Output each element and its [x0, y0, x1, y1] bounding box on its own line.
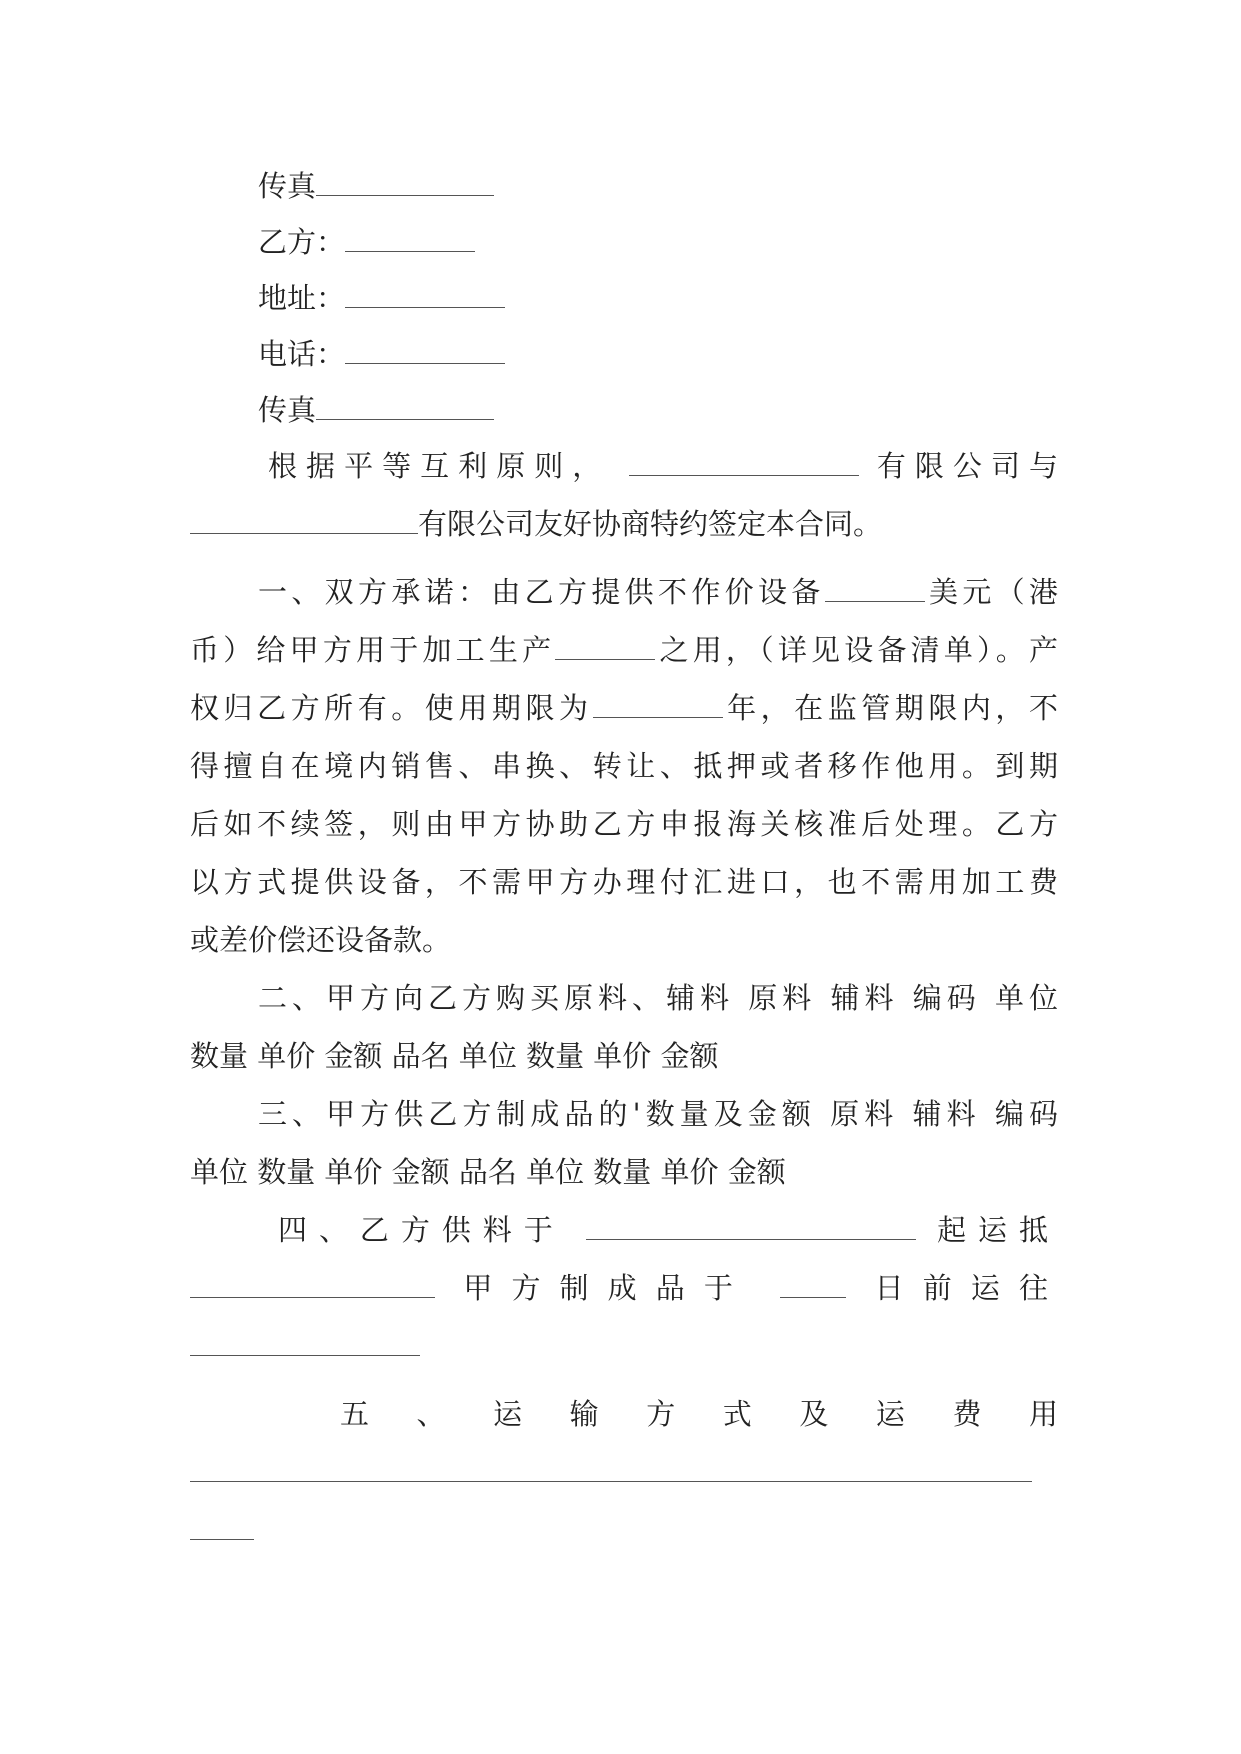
clause1-text-2a: 币）给甲方用于加工生产 [190, 633, 556, 667]
party-b-name-line [258, 222, 858, 262]
party-b-fax-line [258, 390, 858, 430]
clause2-line-2: 数量 单价 金额 品名 单位 数量 单价 金额 [190, 1039, 719, 1073]
clause1-line-5: 后如不续签，则由甲方协助乙方申报海关核准后处理。乙方 [190, 807, 1058, 841]
party-b-phone-label: 电话： [258, 337, 346, 371]
party-b-phone-blank [345, 337, 505, 364]
clause5-line-2 [190, 1452, 1058, 1492]
party-b-address-line [258, 278, 858, 318]
clause1-text-1b: 美元（港 [924, 575, 1058, 609]
preamble-text-c: 有限公司友好协商特约签定本合同。 [418, 507, 883, 541]
clause1-text-3a: 权归乙方所有。使用期限为 [190, 691, 593, 725]
clause1-line-6: 以方式提供设备，不需甲方办理付汇进口，也不需用加工费 [190, 865, 1058, 899]
party-a-fax-blank [316, 169, 494, 196]
clause5-line-1: 五 、 运 输 方 式 及 运 费 用 [340, 1397, 1058, 1431]
clause4-text-1b: 起运抵 [937, 1213, 1058, 1247]
clause4-line-2 [190, 1268, 1058, 1308]
preamble-text-b: 有限公司与 [876, 449, 1059, 483]
clause3-line-1: 三、甲方供乙方制成品的'数量及金额 原料 辅料 编码 [258, 1097, 1058, 1131]
clause4-line-3 [190, 1326, 1058, 1366]
clause1-line-3 [190, 688, 1058, 728]
party-b-address-blank [345, 281, 505, 308]
clause4-blank-3 [780, 1271, 846, 1298]
party-b-fax-label: 传真 [258, 393, 317, 427]
party-a-fax-line [258, 166, 858, 206]
clause1-blank-3 [593, 691, 723, 718]
clause1-line-4: 得擅自在境内销售、串换、转让、抵押或者移作他用。到期 [190, 749, 1058, 783]
clause1-text-1a: 一、双方承诺：由乙方提供不作价设备 [258, 575, 825, 609]
party-b-phone-line [258, 334, 858, 374]
clause1-text-3b: 年，在监管期限内，不 [722, 691, 1058, 725]
clause5-blank-2 [190, 1513, 254, 1540]
preamble-blank-2 [190, 507, 418, 534]
preamble-line-1 [268, 446, 1058, 486]
clause5-blank-1 [190, 1455, 1032, 1482]
preamble-text-a: 根据平等互利原则， [268, 449, 611, 483]
preamble-blank-1 [629, 449, 859, 476]
party-b-address-label: 地址： [258, 281, 346, 315]
clause4-blank-4 [190, 1329, 420, 1356]
clause4-text-2b: 日前运往 [874, 1271, 1058, 1305]
preamble-line-2 [190, 504, 1058, 544]
clause1-blank-1 [825, 575, 925, 602]
clause1-text-2b: 之用，（详见设备清单）。产 [655, 633, 1058, 667]
clause1-line-1 [258, 572, 1058, 612]
clause1-line-2 [190, 630, 1058, 670]
clause4-text-2a: 甲方制成品于 [463, 1271, 752, 1305]
party-b-fax-blank [316, 393, 494, 420]
clause5-line-3 [190, 1510, 1058, 1550]
clause2-line-1: 二、甲方向乙方购买原料、辅料 原料 辅料 编码 单位 [258, 981, 1058, 1015]
party-b-name-blank [345, 225, 475, 252]
clause4-line-1 [278, 1210, 1058, 1250]
clause1-blank-2 [555, 633, 655, 660]
party-a-fax-label: 传真 [258, 169, 317, 203]
party-b-name-label: 乙方： [258, 225, 346, 259]
clause3-line-2: 单位 数量 单价 金额 品名 单位 数量 单价 金额 [190, 1155, 786, 1189]
clause1-line-7: 或差价偿还设备款。 [190, 923, 452, 957]
clause4-blank-2 [190, 1271, 435, 1298]
clause4-blank-1 [586, 1213, 916, 1240]
clause4-text-1a: 四、乙方供料于 [278, 1213, 565, 1247]
